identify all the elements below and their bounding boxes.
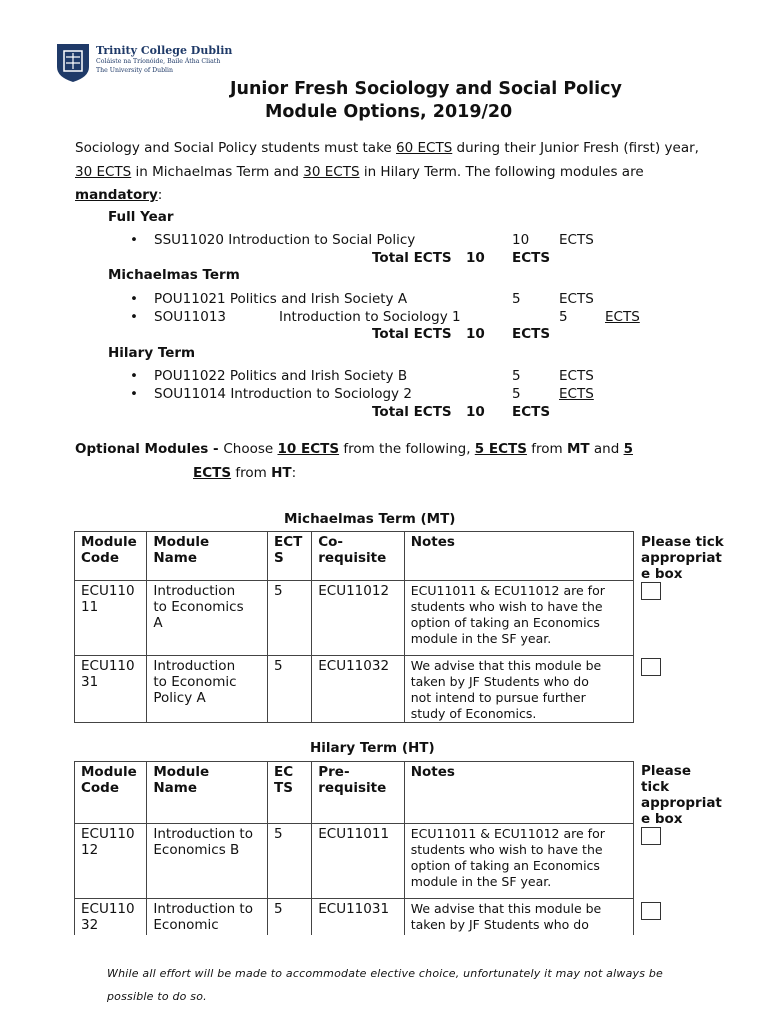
module-row: • POU11022 Politics and Irish Society B 5 ECTS [130,368,594,384]
table-row: ECU110 31 Introduction to Economic Policy A 5 ECU11032 We advise that this module be taken by JF Students who do not intend to pursue further study of Economics. [75,656,634,723]
logo-line-1: Trinity College Dublin [96,44,233,57]
module-row: • SSU11020 Introduction to Social Policy 10 ECTS [130,232,594,248]
page-title-line-2: Module Options, 2019/20 [265,102,513,122]
column-header: ECT S [268,532,312,581]
tick-checkbox[interactable] [641,827,661,845]
full-year-heading: Full Year [108,209,174,225]
ht-tick-label: Please tick appropriat e box [641,763,722,827]
column-header: Module Name [147,762,268,824]
mt-module-table [74,531,634,723]
module-row: • SOU11013 Introduction to Sociology 1 5 ECTS [130,309,640,325]
trinity-logo [56,43,233,85]
logo-line-3: The University of Dublin [96,67,173,74]
module-row: • POU11021 Politics and Irish Society A 5 ECTS [130,291,594,307]
column-header: Module Name [147,532,268,581]
logo-line-2: Coláiste na Tríonóide, Baile Átha Cliath [96,58,221,65]
optional-modules-paragraph: Optional Modules - Choose 10 ECTS from the following, 5 ECTS from MT and 5 ECTS from HT: [75,441,633,481]
column-header: EC TS [268,762,312,824]
total-row: Total ECTS 10 ECTS [372,326,551,342]
crest-icon [56,43,90,83]
table-row: ECU110 12 Introduction to Economics B 5 ECU11011 ECU11011 & ECU11012 are for students who wish to have the option of taking an Economics module in the SF year. [75,824,634,899]
module-row: • SOU11014 Introduction to Sociology 2 5 ECTS [130,386,594,402]
page-title-line-1: Junior Fresh Sociology and Social Policy [230,79,622,99]
column-header: Notes [404,532,633,581]
intro-paragraph: Sociology and Social Policy students must take 60 ECTS during their Junior Fresh (first) year, 30 ECTS in Michaelmas Term and 30 ECTS in Hilary Term. The following modules are mandatory: [75,140,699,203]
mt-tick-label: Please tick appropriat e box [641,534,724,582]
column-header: Module Code [75,532,147,581]
michaelmas-heading: Michaelmas Term [108,267,240,283]
column-header: Pre- requisite [312,762,404,824]
tick-checkbox[interactable] [641,658,661,676]
footer-note: While all effort will be made to accommodate elective choice, unfortunately it may not always be possible to do so. [107,967,663,1003]
mt-table-caption: Michaelmas Term (MT) [284,511,456,527]
ht-table-caption: Hilary Term (HT) [310,740,435,756]
column-header: Module Code [75,762,147,824]
tick-checkbox[interactable] [641,582,661,600]
ht-module-table [74,761,634,935]
column-header: Notes [404,762,633,824]
tick-checkbox[interactable] [641,902,661,920]
column-header: Co- requisite [312,532,404,581]
total-row: Total ECTS 10 ECTS [372,250,551,266]
table-row: ECU110 32 Introduction to Economic 5 ECU11031 We advise that this module be taken by JF Students who do [75,899,634,935]
table-row: ECU110 11 Introduction to Economics A 5 ECU11012 ECU11011 & ECU11012 are for students who wish to have the option of taking an Economics module in the SF year. [75,581,634,656]
hilary-heading: Hilary Term [108,345,196,361]
total-row: Total ECTS 10 ECTS [372,404,551,420]
